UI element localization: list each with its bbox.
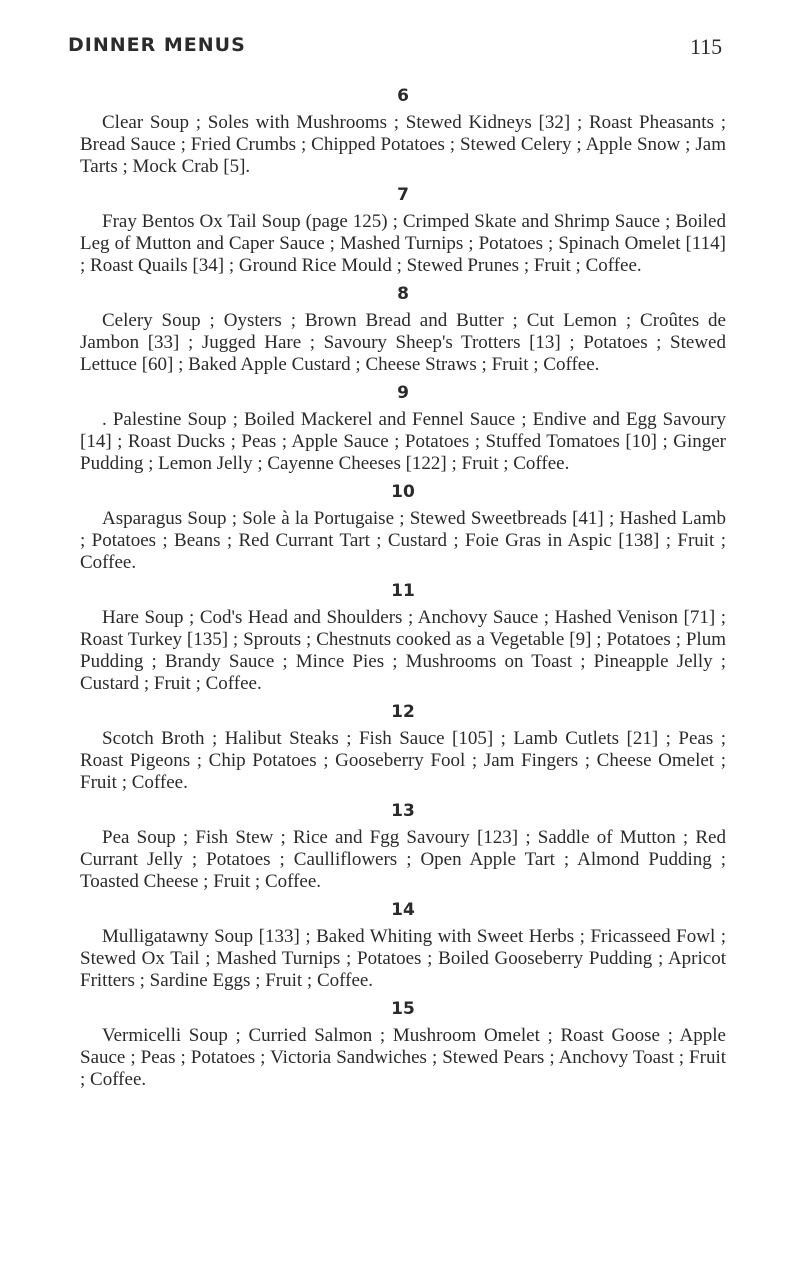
menu-list	[80, 86, 726, 1098]
menu-number: 10	[391, 482, 415, 502]
menu-number: 7	[397, 185, 409, 205]
menu-number: 6	[397, 86, 409, 106]
menu-13	[80, 801, 726, 893]
menu-text: Vermicelli Soup ; Curried Salmon ; Mushroom Omelet ; Roast Goose ; Apple Sauce ; Peas ; Potatoes ; Victoria Sandwiches ; Stewed Pears ; Anchovy Toast ; Fruit ; Coffee.	[80, 1025, 726, 1090]
menu-number: 8	[397, 284, 409, 304]
menu-text: Asparagus Soup ; Sole à la Portugaise ; Stewed Sweetbreads [41] ; Hashed Lamb ; Potatoes ; Beans ; Red Currant Tart ; Custard ; Foie Gras in Aspic [138] ; Fruit ; Coffee.	[80, 508, 726, 573]
running-head: DINNER MENUS	[68, 34, 246, 56]
menu-text: Celery Soup ; Oysters ; Brown Bread and Butter ; Cut Lemon ; Croûtes de Jambon [33] ; Jugged Hare ; Savoury Sheep's Trotters [13] ; Potatoes ; Stewed Lettuce [60] ; Baked Apple Custard ; Cheese Straws ; Fruit ; Coffee.	[80, 310, 726, 375]
menu-text: . Palestine Soup ; Boiled Mackerel and Fennel Sauce ; Endive and Egg Savoury [14] ; Roast Ducks ; Peas ; Apple Sauce ; Potatoes ; Stuffed Tomatoes [10] ; Ginger Pudding ; Lemon Jelly ; Cayenne Cheeses [122] ; Fruit ; Coffee.	[80, 409, 726, 474]
menu-text: Scotch Broth ; Halibut Steaks ; Fish Sauce [105] ; Lamb Cutlets [21] ; Peas ; Roast Pigeons ; Chip Potatoes ; Gooseberry Fool ; Jam Fingers ; Cheese Omelet ; Fruit ; Coffee.	[80, 728, 726, 793]
menu-text: Clear Soup ; Soles with Mushrooms ; Stewed Kidneys [32] ; Roast Pheasants ; Bread Sauce ; Fried Crumbs ; Chipped Potatoes ; Stewed Celery ; Apple Snow ; Jam Tarts ; Mock Crab [5].	[80, 112, 726, 177]
menu-8	[80, 284, 726, 376]
menu-text: Hare Soup ; Cod's Head and Shoulders ; Anchovy Sauce ; Hashed Venison [71] ; Roast Turkey [135] ; Sprouts ; Chestnuts cooked as a Vegetable [9] ; Potatoes ; Plum Pudding ; Brandy Sauce ; Mince Pies ; Mushrooms on Toast ; Pineapple Jelly ; Custard ; Fruit ; Coffee.	[80, 607, 726, 694]
menu-text: Pea Soup ; Fish Stew ; Rice and Fgg Savoury [123] ; Saddle of Mutton ; Red Currant Jelly ; Potatoes ; Caulliflowers ; Open Apple Tart ; Almond Pudding ; Toasted Cheese ; Fruit ; Coffee.	[80, 827, 726, 892]
menu-number: 13	[391, 801, 415, 821]
menu-10	[80, 482, 726, 574]
menu-15	[80, 999, 726, 1091]
menu-number: 9	[397, 383, 409, 403]
menu-number: 14	[391, 900, 415, 920]
menu-9	[80, 383, 726, 475]
menu-6	[80, 86, 726, 178]
page-number: 115	[690, 34, 723, 59]
menu-7	[80, 185, 726, 277]
menu-text: Fray Bentos Ox Tail Soup (page 125) ; Crimped Skate and Shrimp Sauce ; Boiled Leg of Mutton and Caper Sauce ; Mashed Turnips ; Potatoes ; Spinach Omelet [114] ; Roast Quails [34] ; Ground Rice Mould ; Stewed Prunes ; Fruit ; Coffee.	[80, 211, 726, 276]
menu-number: 11	[391, 581, 415, 601]
menu-number: 15	[391, 999, 415, 1019]
menu-number: 12	[391, 702, 415, 722]
menu-11	[80, 581, 726, 695]
menu-12	[80, 702, 726, 794]
menu-14	[80, 900, 726, 992]
menu-text: Mulligatawny Soup [133] ; Baked Whiting with Sweet Herbs ; Fricasseed Fowl ; Stewed Ox Tail ; Mashed Turnips ; Potatoes ; Boiled Gooseberry Pudding ; Apricot Fritters ; Sardine Eggs ; Fruit ; Coffee.	[80, 926, 726, 991]
